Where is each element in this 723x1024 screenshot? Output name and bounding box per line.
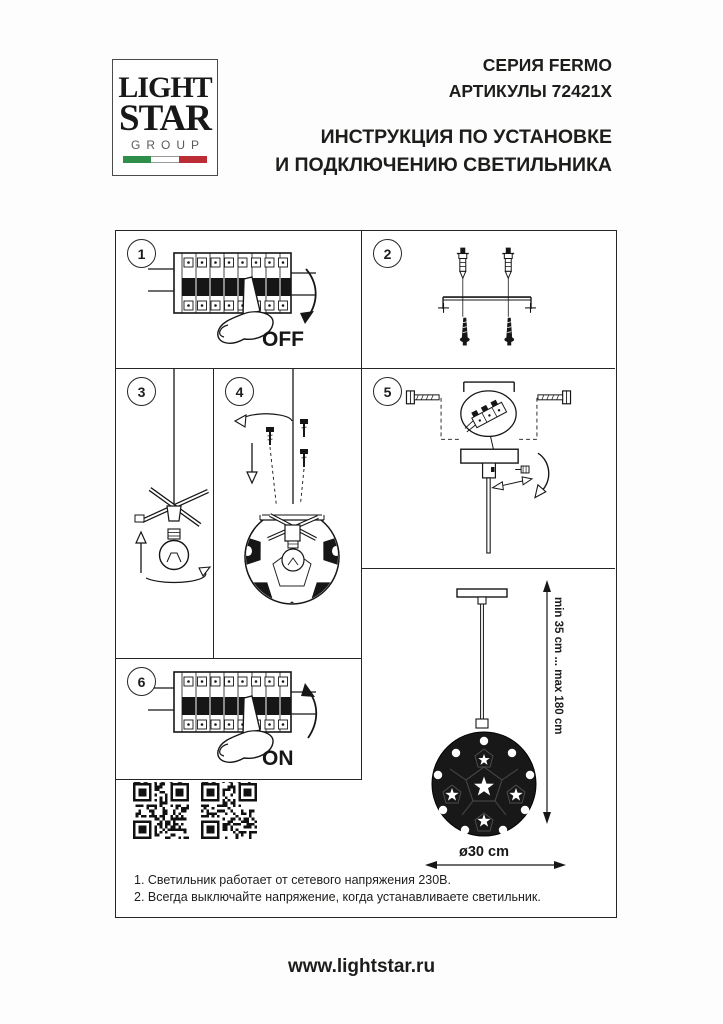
ceiling-plate — [457, 589, 507, 597]
set-screw-icon — [515, 466, 529, 473]
slide-arrows-icon — [492, 477, 532, 490]
flag-white — [151, 156, 179, 163]
step-4-panel — [214, 369, 362, 659]
screw-icon — [460, 318, 470, 346]
rotate-arrow-icon — [535, 453, 549, 497]
cross-bracket-icon — [135, 489, 208, 525]
header-text — [275, 52, 612, 179]
screw-icon — [504, 318, 514, 346]
height-range-label: min 35 cm ... max 180 cm — [552, 597, 564, 735]
bulb-install-illustration — [116, 369, 213, 658]
shade-install-illustration — [214, 369, 361, 658]
product-724212 — [133, 780, 193, 796]
diagram-frame — [115, 230, 617, 918]
light-bulb-icon — [160, 529, 189, 570]
pendant-shade — [432, 732, 536, 836]
italian-flag-icon — [123, 156, 207, 163]
screw-icon — [406, 391, 439, 404]
product-qr-section — [124, 780, 364, 870]
note-line: 1. Светильник работает от сетевого напряжения 230В. — [134, 873, 451, 887]
diameter-label: ø30 cm — [459, 844, 509, 860]
document-title: ИНСТРУКЦИЯ ПО УСТАНОВКЕ И ПОДКЛЮЧЕНИЮ СВЕТИЛЬНИКА — [275, 126, 612, 176]
safety-notes — [134, 872, 604, 905]
logo-word-star: STAR — [119, 98, 211, 139]
rotate-arrow-icon — [235, 414, 292, 427]
magnifier-detail-icon — [460, 391, 516, 449]
pendant-overview — [362, 569, 615, 916]
lightstar-logo — [112, 59, 218, 176]
step-4-number: 4 — [225, 377, 254, 406]
flag-green — [123, 156, 151, 163]
logo-word-light: LIGHT — [118, 71, 212, 104]
step-3-panel — [116, 369, 214, 659]
off-label: OFF — [262, 328, 304, 351]
note-line: 2. Всегда выключайте напряжение, когда устанавливаете светильник. — [134, 889, 541, 904]
step-3-number: 3 — [127, 377, 156, 406]
suspension-rod — [487, 478, 490, 553]
logo-word-group: GROUP — [130, 138, 205, 152]
step-1-panel — [116, 231, 362, 369]
website-url: www.lightstar.ru — [287, 956, 436, 977]
mounting-bracket-icon — [438, 297, 536, 313]
step-6-panel — [116, 659, 362, 780]
product-724214 — [201, 780, 261, 796]
turn-off-arrow-icon — [300, 269, 316, 324]
on-label: ON — [262, 747, 294, 770]
screw-icon — [300, 449, 308, 467]
screw-icon — [300, 419, 308, 437]
pendant-lamp-illustration — [362, 569, 615, 916]
turn-on-arrow-icon — [301, 683, 316, 738]
screw-icon — [266, 427, 274, 445]
step-6-number: 6 — [127, 667, 156, 696]
suspension-rod — [481, 604, 484, 719]
up-arrow-icon — [136, 532, 146, 573]
diameter-dimension-line — [425, 861, 566, 869]
wall-anchor-icon — [502, 248, 514, 279]
step-1-number: 1 — [127, 239, 156, 268]
article-number: АРТИКУЛЫ 72421X — [448, 81, 612, 101]
canopy-plate — [461, 449, 518, 463]
step-5-number: 5 — [373, 377, 402, 406]
height-dimension-line — [543, 580, 551, 824]
screw-icon — [538, 391, 571, 404]
series-name: СЕРИЯ FERMO — [482, 55, 612, 75]
step-2-number: 2 — [373, 239, 402, 268]
wall-anchor-icon — [457, 248, 469, 279]
flag-red — [179, 156, 207, 163]
step-5-panel — [362, 369, 615, 569]
step-2-panel — [362, 231, 615, 369]
down-arrow-icon — [247, 443, 257, 483]
